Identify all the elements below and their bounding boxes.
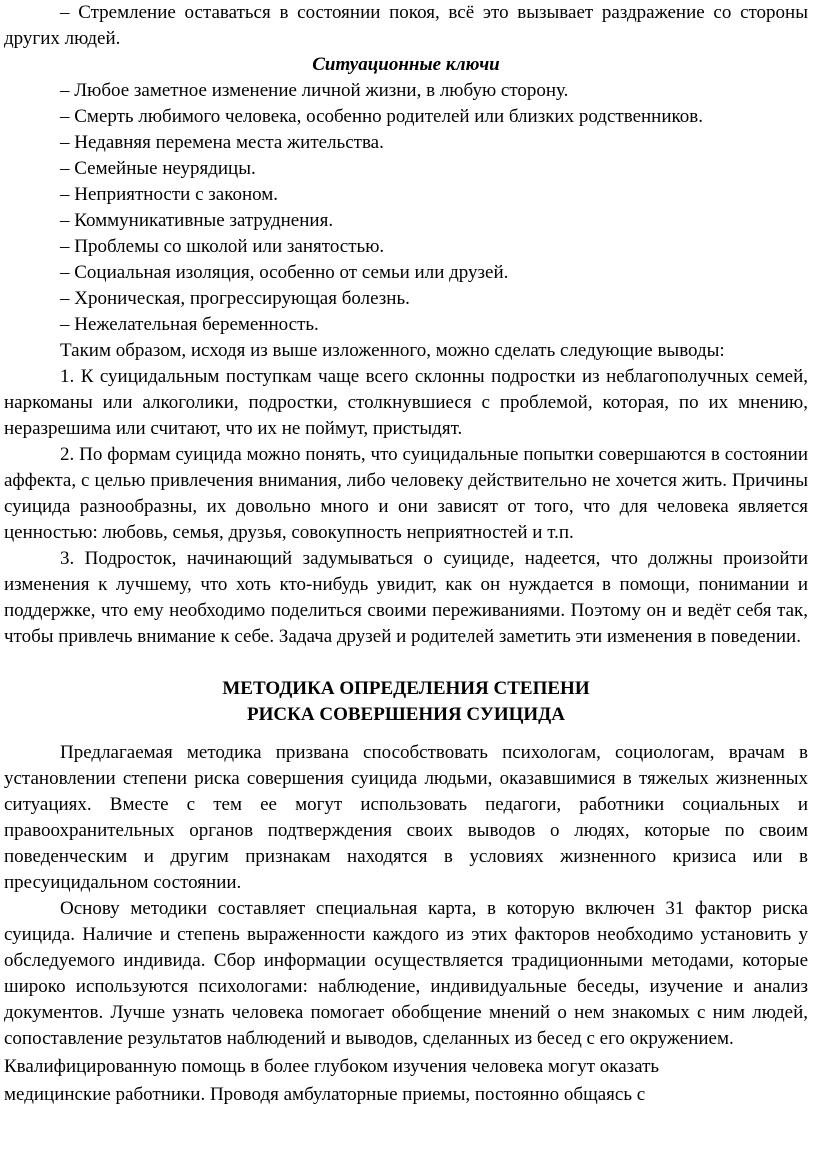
- conclusion-item: 1. К суицидальным поступкам чаще всего склонны подростки из неблагополучных семей, наркоманы или алкоголики, подростки, столкнувшиеся с проблемой, которая, по их мнению, неразрешима или считают, что их не поймут, пристыдят.: [4, 366, 808, 439]
- list-item: – Проблемы со школой или занятостью.: [60, 236, 385, 257]
- body-line: медицинские работники. Проводя амбулаторные приемы, постоянно общаясь с: [4, 1084, 646, 1105]
- list-item: – Нежелательная беременность.: [60, 314, 319, 335]
- list-item: – Смерть любимого человека, особенно родителей или близких родственников.: [60, 106, 703, 127]
- list-item: – Социальная изоляция, особенно от семьи или друзей.: [60, 262, 509, 283]
- section-heading: [4, 676, 808, 728]
- spacer: [4, 728, 808, 740]
- conclusion-intro: Таким образом, исходя из выше изложенного, можно сделать следующие выводы:: [60, 340, 725, 361]
- list-item: – Любое заметное изменение личной жизни, в любую сторону.: [60, 80, 569, 101]
- body-line: Квалифицированную помощь в более глубоком изучения человека могут оказать: [4, 1056, 660, 1077]
- section-subtitle: Ситуационные ключи: [312, 54, 500, 75]
- list-item: – Хроническая, прогрессирующая болезнь.: [60, 288, 410, 309]
- section-heading-line: МЕТОДИКА ОПРЕДЕЛЕНИЯ СТЕПЕНИ: [222, 678, 590, 699]
- conclusion-item: 3. Подросток, начинающий задумываться о суициде, надеется, что должны произойти изменения к лучшему, что хоть кто-нибудь увидит, как он нуждается в помощи, понимании и поддержке, что ему необходимо поделиться своими переживаниями. Поэтому он и ведёт себя так, чтобы привлечь внимание к себе. Задача друзей и родителей заметить эти изменения в поведении.: [4, 548, 808, 647]
- list-item: – Недавняя перемена места жительства.: [60, 132, 384, 153]
- list-item: – Коммуникативные затруднения.: [60, 210, 334, 231]
- body-paragraph: Основу методики составляет специальная карта, в которую включен 31 фактор риска суицида. Наличие и степень выраженности каждого из этих факторов необходимо установить у обследуемого индивида. Сбор информации осуществляется традиционными методами, которые широко используются психологами: наблюдение, индивидуальные беседы, изучение и анализ документов. Лучше узнать человека помогает обобщение мнений о нем знакомых с ним людей, сопоставление результатов наблюдений и выводов, сделанных из бесед с его окружением.: [4, 898, 808, 1049]
- list-item: – Неприятности с законом.: [60, 184, 279, 205]
- body-paragraph: Предлагаемая методика призвана способствовать психологам, социологам, врачам в установлении степени риска совершения суицида людьми, оказавшимися в тяжелых жизненных ситуациях. Вместе с тем ее могут использовать педагоги, работники социальных и правоохранительных органов подтверждения своих выводов о людях, которые по своим поведенческим и другим признакам находятся в условиях жизненного кризиса или в пресуицидальном состоянии.: [4, 742, 808, 893]
- conclusion-item: 2. По формам суицида можно понять, что суицидальные попытки совершаются в состоянии аффекта, с целью привлечения внимания, либо человеку действительно не хочется жить. Причины суицида разнообразны, их довольно много и они зависят от того, что для человека является ценностью: любовь, семья, друзья, совокупность неприятностей и т.п.: [4, 444, 808, 543]
- section-heading-line: РИСКА СОВЕРШЕНИЯ СУИЦИДА: [247, 704, 565, 725]
- list-item: – Семейные неурядицы.: [60, 158, 256, 179]
- list-item: – Стремление оставаться в состоянии покоя, всё это вызывает раздражение со стороны других людей.: [4, 2, 808, 49]
